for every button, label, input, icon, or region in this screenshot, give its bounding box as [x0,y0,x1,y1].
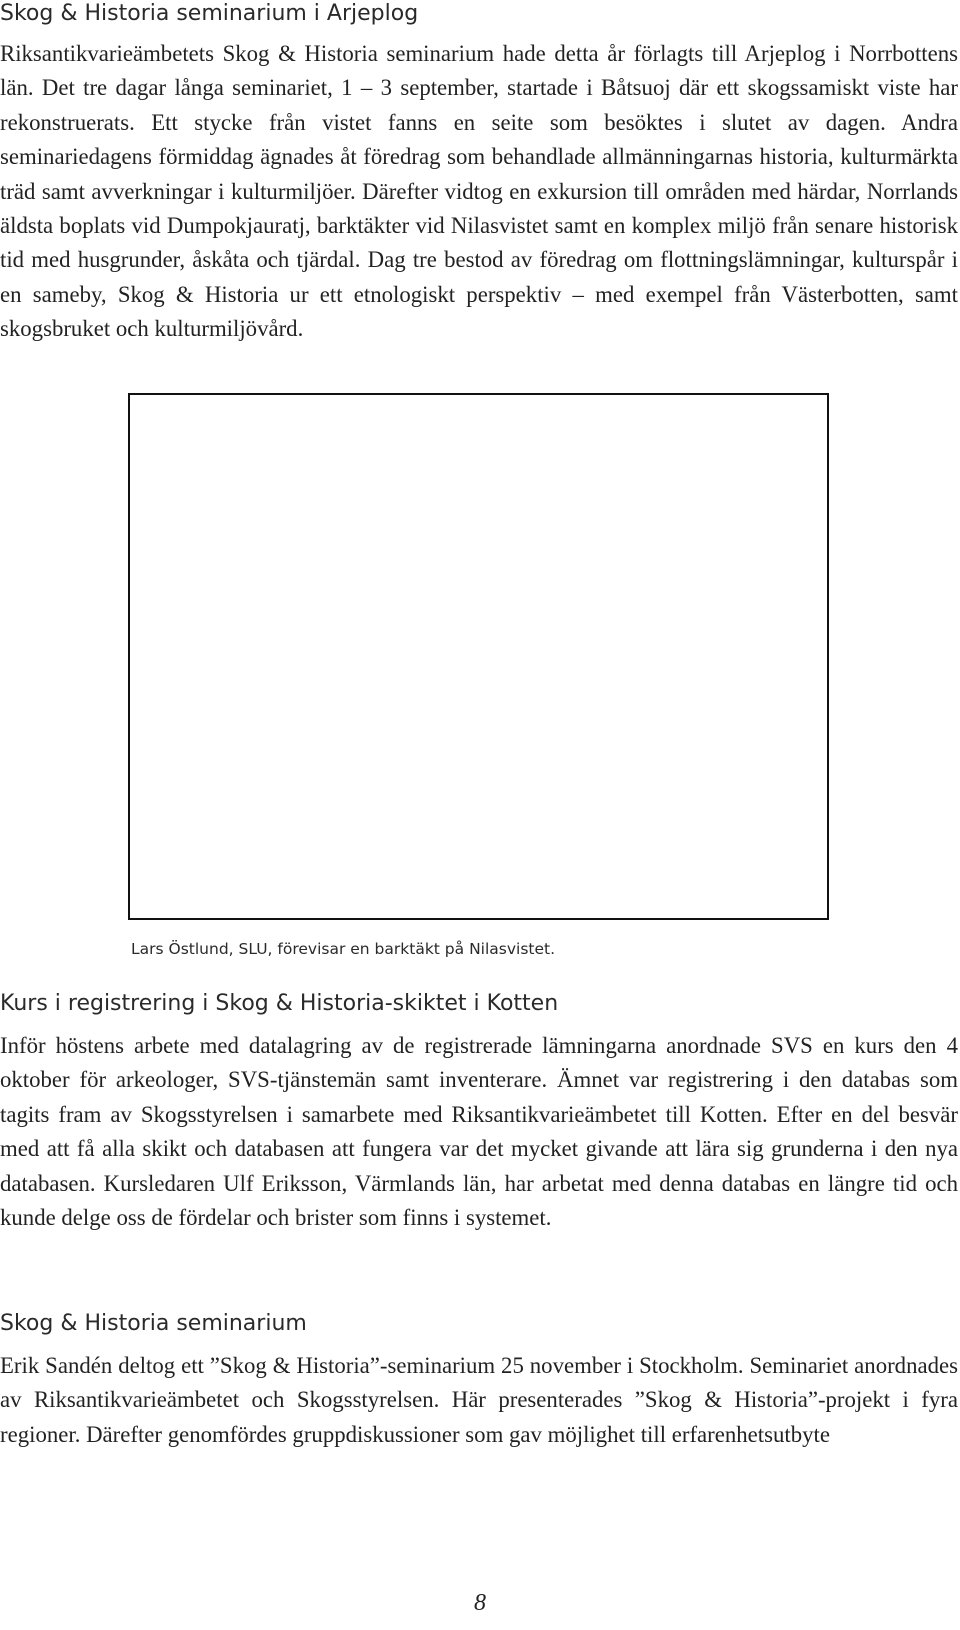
section-heading-seminarium: Skog & Historia seminarium [0,1311,307,1336]
section-body-arjeplog: Riksantikvarieämbetets Skog & Historia seminarium hade detta år förlagts till Arjeplog i Norrbottens län. Det tre dagar långa seminariet, 1 – 3 september, startade i Båtsuoj där ett skogssamiskt viste har rekonstruerats. Ett stycke från vistet fanns en seite som besöktes i slutet av dagen. Andra seminariedagens förmiddag ägnades åt föredrag som behandlade allmänningarnas historia, kulturmärkta träd samt avverkningar i kulturmiljöer. Därefter vidtog en exkursion till områden med härdar, Norrlands äldsta boplats vid Dumpokjauratj, barktäkter vid Nilasvistet samt en komplex miljö från senare historisk tid med husgrunder, åskåta och tjärdal. Dag tre bestod av föredrag om flottningslämningar, kulturspår i en sameby, Skog & Historia ur ett etnologiskt perspektiv – med exempel från Västerbotten, samt skogsbruket och kulturmiljövård. [0,41,958,342]
photo-caption: Lars Östlund, SLU, förevisar en barktäkt på Nilasvistet. [131,940,556,958]
section-heading-arjeplog: Skog & Historia seminarium i Arjeplog [0,1,419,26]
photo-placeholder [128,393,829,920]
section-body-kurs: Inför höstens arbete med datalagring av de registrerade lämningarna anordnade SVS en kurs den 4 oktober för arkeologer, SVS-tjänstemän samt inventerare. Ämnet var registrering i den databas som tagits fram av Skogsstyrelsen i samarbete med Riksantikvarieämbetet till Kotten. Efter en del besvär med att få alla skikt och databasen att fungera var det mycket givande att lära sig grunderna i den nya databasen. Kursledaren Ulf Eriksson, Värmlands län, har arbetat med denna databas en längre tid och kunde delge oss de fördelar och brister som finns i systemet. [0,1033,958,1231]
page-number: 8 [474,1590,486,1616]
section-heading-kurs: Kurs i registrering i Skog & Historia-skiktet i Kotten [0,991,559,1016]
section-body-seminarium: Erik Sandén deltog ett ”Skog & Historia”-seminarium 25 november i Stockholm. Seminariet anordnades av Riksantikvarieämbetet och Skogsstyrelsen. Här presenterades ”Skog & Historia”-projekt i fyra regioner. Därefter genomfördes gruppdiskussioner som gav möjlighet till erfarenhetsutbyte [0,1353,958,1447]
